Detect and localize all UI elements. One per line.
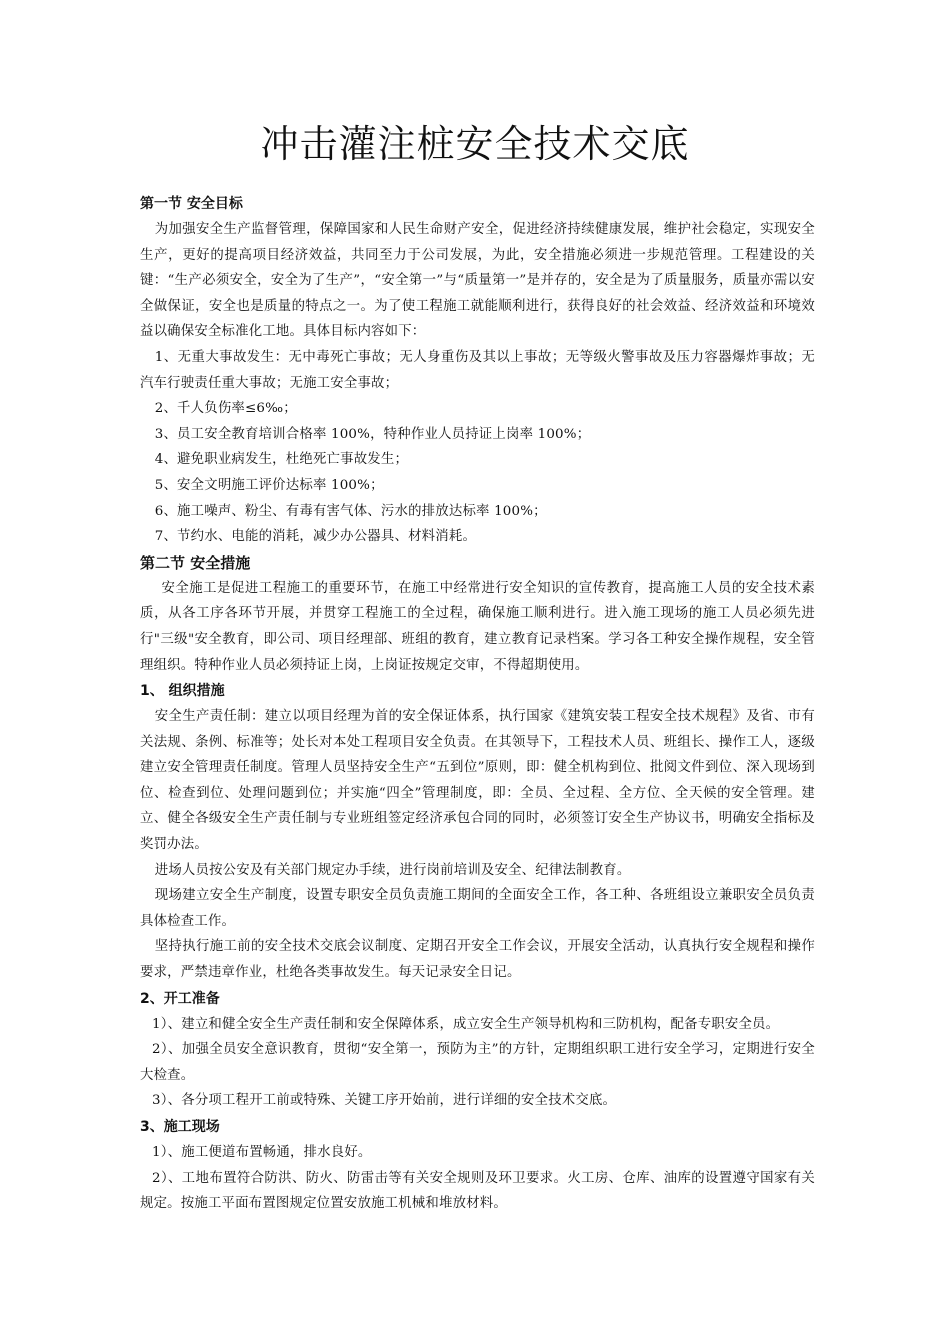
prep-item: 2）、加强全员安全意识教育，贯彻“安全第一，预防为主”的方针，定期组织职工进行安全学习，定期进行安全大检查。 [140,1042,815,1083]
goal-item: 1、无重大事故发生：无中毒死亡事故；无人身重伤及其以上事故；无等级火警事故及压力容器爆炸事故；无汽车行驶责任重大事故；无施工安全事故； [140,349,815,391]
prep-heading: 2、开工准备 [140,990,220,1007]
site-item: 1）、施工便道布置畅通，排水良好。 [152,1145,372,1160]
goal-item: 7、节约水、电能的消耗，减少办公器具、材料消耗。 [154,529,477,545]
org-paragraph: 坚持执行施工前的安全技术交底会议制度、定期召开安全工作会议，开展安全活动，认真执行安全规程和操作要求，严禁违章作业，杜绝各类事故发生。每天记录安全日记。 [140,939,815,981]
site-heading: 3、施工现场 [140,1119,220,1135]
org-paragraph: 现场建立安全生产制度，设置专职安全员负责施工期间的全面安全工作，各工种、各班组设立兼职安全员负责具体检查工作。 [140,888,815,929]
prep-item: 3）、各分项工程开工前或特殊、关键工序开始前，进行详细的安全技术交底。 [152,1093,617,1109]
site-item: 2）、工地布置符合防洪、防火、防雷击等有关安全规则及环卫要求。火工房、仓库、油库的设置遵守国家有关规定。按施工平面布置图规定位置安放施工机械和堆放材料。 [140,1170,815,1212]
goal-item: 6、施工噪声、粉尘、有毒有害气体、污水的排放达标率 100%； [154,503,547,519]
document-body [140,191,815,1217]
org-paragraph: 安全生产责任制：建立以项目经理为首的安全保证体系，执行国家《建筑安装工程安全技术规程》及省、市有关法规、条例、标准等；处长对本处工程项目安全负责。在其领导下，工程技术人员、班组长、操作工人，逐级建立安全管理责任制度。管理人员坚持安全生产“五到位”原则，即：健全机构到位、批阅文件到位、深入现场到位、检查到位、处理问题到位；并实施“四全”管理制度，即：全员、全过程、全方位、全天候的安全管理。建立、健全各级安全生产责任制与专业班组签定经济承包合同的同时，必须签订安全生产协议书，明确安全指标及奖罚办法。 [140,709,815,853]
goal-item: 3、员工安全教育培训合格率 100%，特种作业人员持证上岗率 100%； [154,426,591,442]
prep-item: 1）、建立和健全安全生产责任制和安全保障体系，成立安全生产领导机构和三防机构，配备专职安全员。 [152,1016,780,1032]
section1-intro: 为加强安全生产监督管理，保障国家和人民生命财产安全，促进经济持续健康发展，维护社会稳定，实现安全生产，更好的提高项目经济效益，共同至力于公司发展，为此，安全措施必须进一步规范管理。工程建设的关键：“生产必须安全，安全为了生产”，“安全第一”与“质量第一”是并存的，安全是为了质量服务，质量亦需以安全做保证，安全也是质量的特点之一。为了使工程施工就能顺利进行，获得良好的社会效益、经济效益和环境效益以确保安全标准化工地。具体目标内容如下： [140,222,815,340]
document-title: 冲击灌注桩安全技术交底 [260,122,690,166]
goal-item: 4、避免职业病发生，杜绝死亡事故发生； [154,452,409,468]
section1-heading: 第一节 安全目标 [140,196,243,212]
section2-intro: 安全施工是促进工程施工的重要环节，在施工中经常进行安全知识的宣传教育，提高施工人员的安全技术素质，从各工序各环节开展，并贯穿工程施工的全过程，确保施工顺利进行。进入施工现场的施工人员必须先进行"三级"安全教育，即公司、项目经理部、班组的教育，建立教育记录档案。学习各工种安全操作规程，安全管理组织。特种作业人员必须持证上岗，上岗证按规定交审，不得超期使用。 [140,580,815,673]
goal-item: 5、安全文明施工评价达标率 100%； [154,477,384,493]
section2-heading: 第二节 安全措施 [140,553,251,572]
org-paragraph: 进场人员按公安及有关部门规定办手续，进行岗前培训及安全、纪律法制教育。 [154,862,631,878]
goal-item: 2、千人负伤率≤6‰； [154,401,297,417]
org-measures-heading: 1、 组织措施 [140,683,225,700]
